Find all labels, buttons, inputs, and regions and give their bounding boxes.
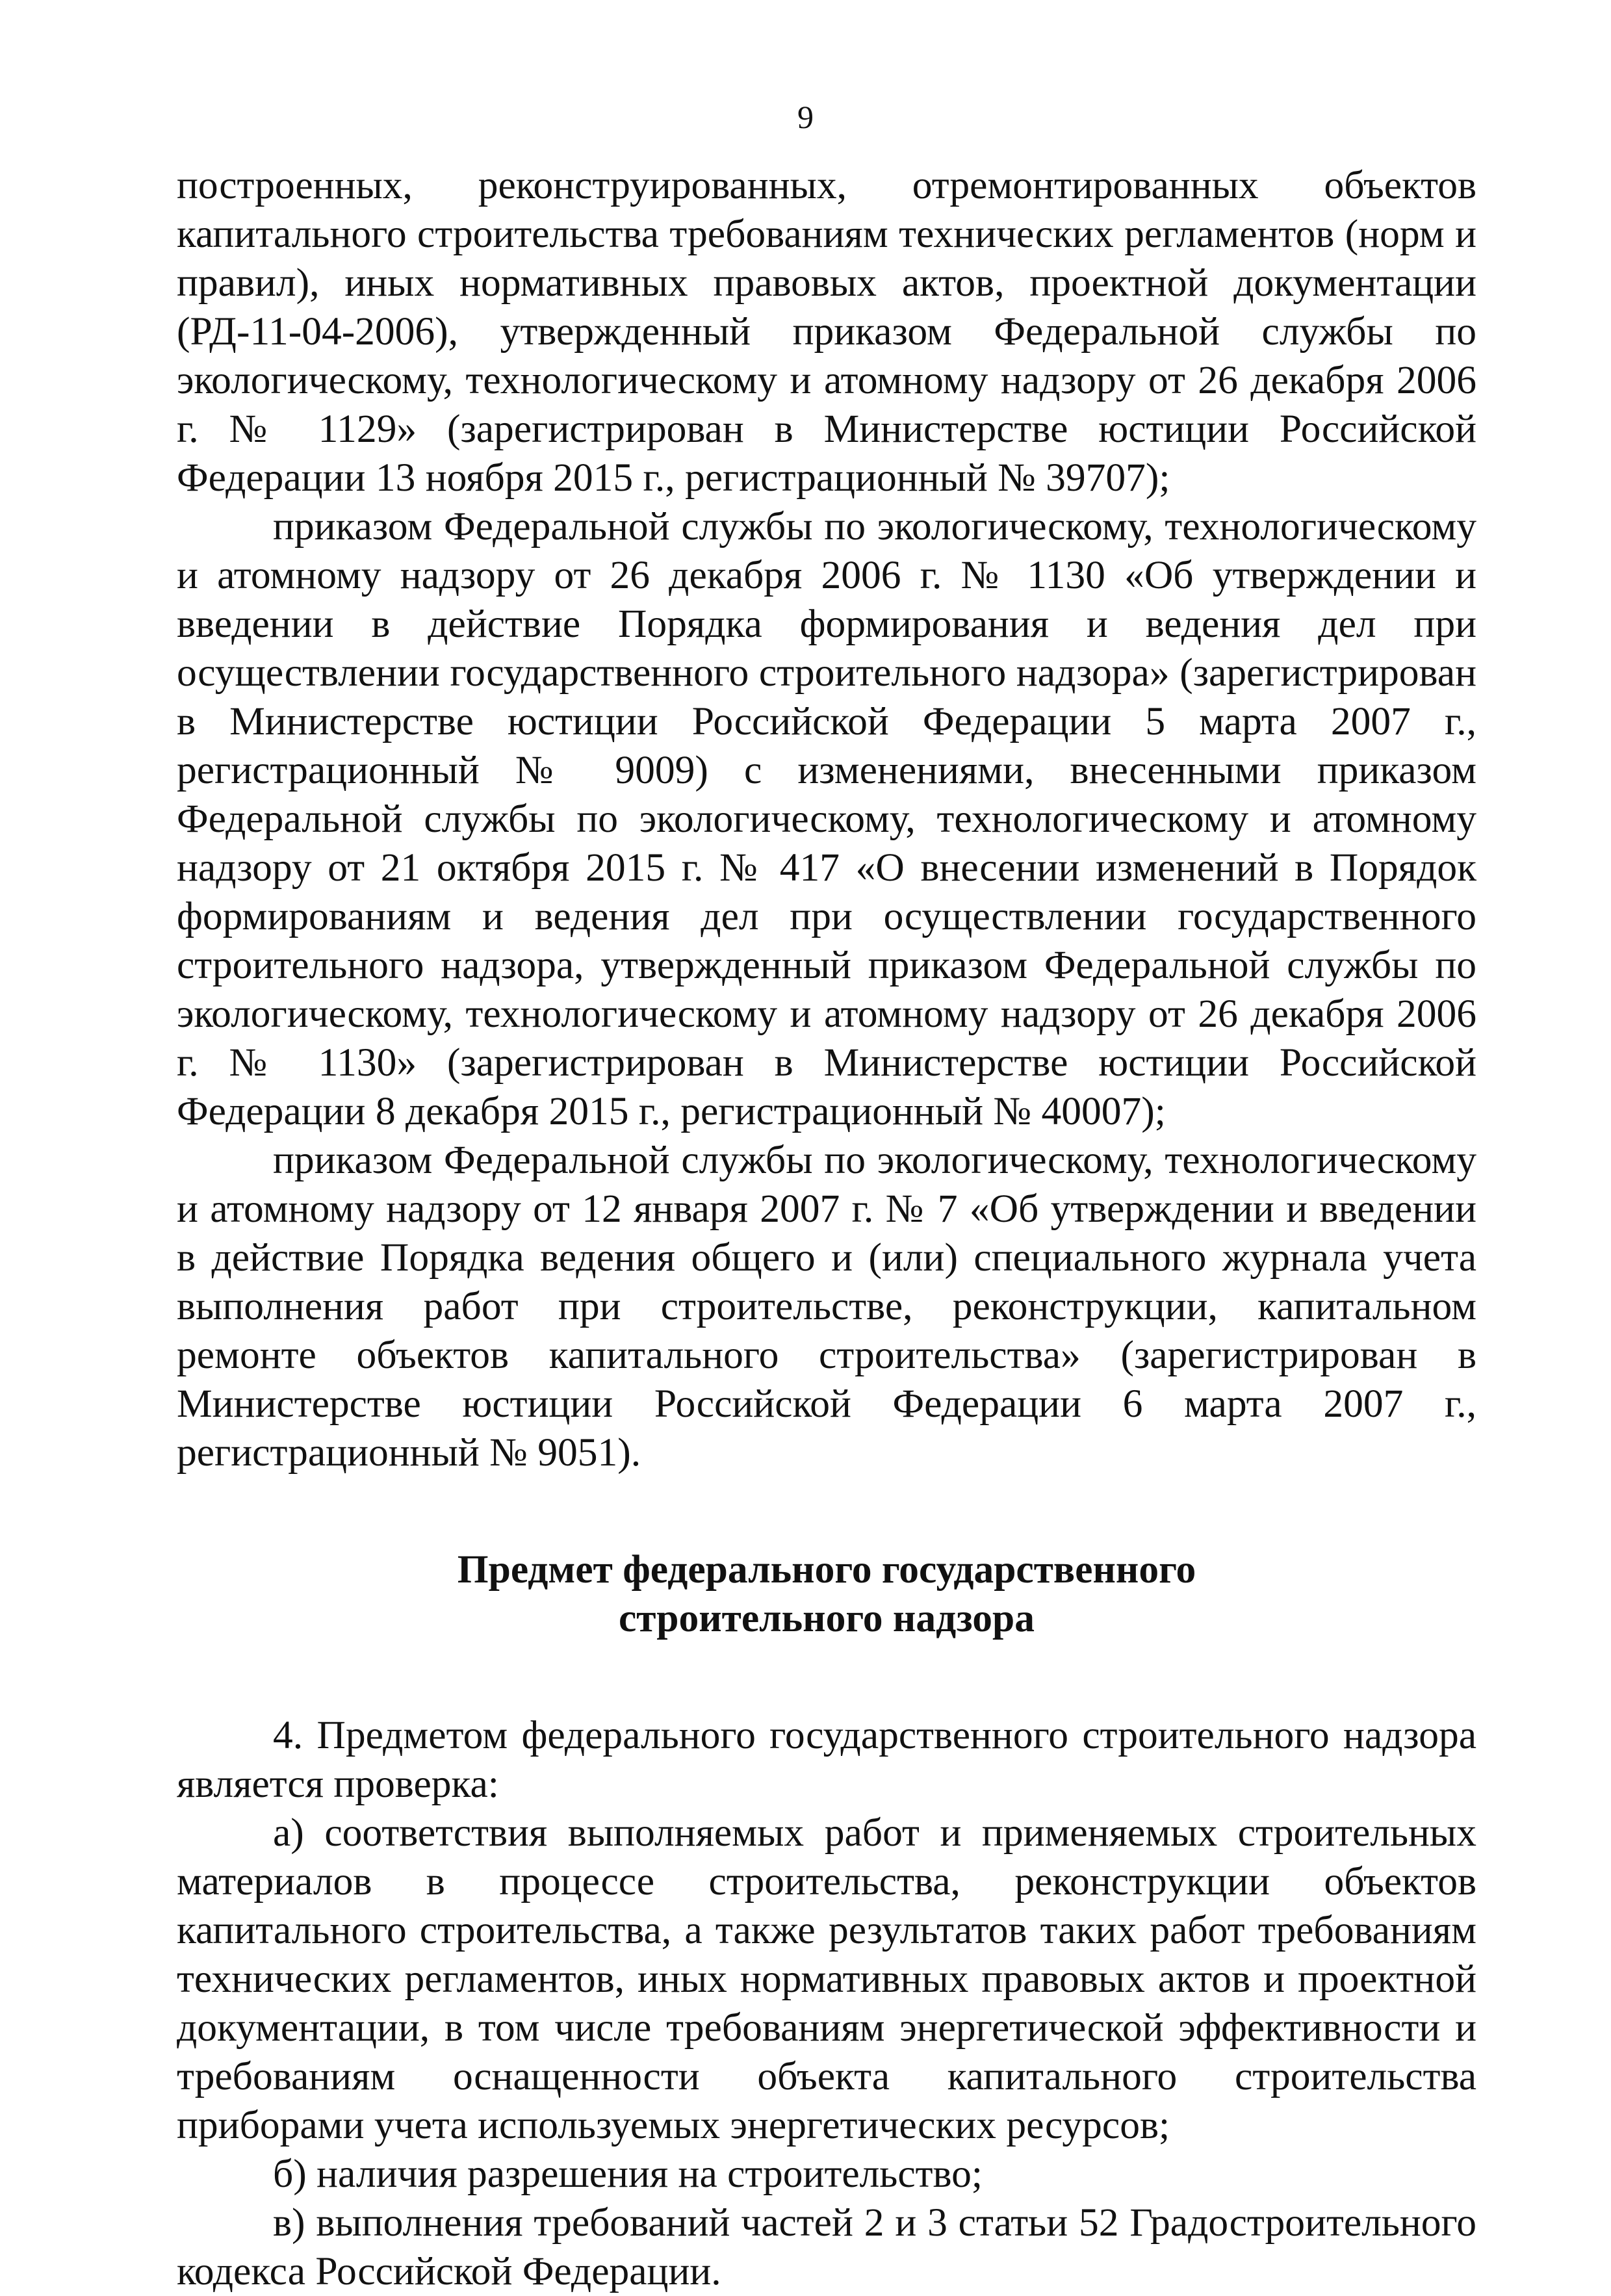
paragraph-subitem-b: б) наличия разрешения на строительство; <box>273 2152 983 2196</box>
paragraph-subitem-v: в) выполнения требований частей 2 и 3 статьи 52 Градостроительного кодекса Российской Федерации. <box>177 2200 1476 2293</box>
section-heading-line-1: Предмет федерального государственного <box>457 1547 1196 1592</box>
paragraph-continuation: построенных, реконструированных, отремонтированных объектов капитального строительства требованиям технических регламентов (норм и правил), иных нормативных правовых актов, проектной документации (РД-11-04-2006), утвержденный приказом Федеральной службы по экологическому, технологическому и атомному надзору от 26 декабря 2006 г. № 1129» (зарегистрирован в Министерстве юстиции Российской Федерации 13 ноября 2015 г., регистрационный № 39707); <box>177 163 1476 500</box>
paragraph-order-1130: приказом Федеральной службы по экологическому, технологическому и атомному надзору от 26 декабря 2006 г. № 1130 «Об утверждении и введении в действие Порядка формирования и ведения дел при осуществлении государственного строительного надзора» (зарегистрирован в Министерстве юстиции Российской Федерации 5 марта 2007 г., регистрационный № 9009) с изменениями, внесенными приказом Федеральной службы по экологическому, технологическому и атомному надзору от 21 октября 2015 г. № 417 «О внесении изменений в Порядок формированиям и ведения дел при осуществлении государственного строительного надзора, утвержденный приказом Федеральной службы по экологическому, технологическому и атомному надзору от 26 декабря 2006 г. № 1130» (зарегистрирован в Министерстве юстиции Российской Федерации 8 декабря 2015 г., регистрационный № 40007); <box>177 504 1476 1133</box>
section-heading-line-2: строительного надзора <box>619 1596 1035 1640</box>
page-number: 9 <box>797 99 814 135</box>
paragraph-subitem-a: а) соответствия выполняемых работ и применяемых строительных материалов в процессе строительства, реконструкции объектов капитального строительства, а также результатов таких работ требованиям технических регламентов, иных нормативных правовых актов и проектной документации, в том числе требованиям энергетической эффективности и требованиям оснащенности объекта капитального строительства приборами учета используемых энергетических ресурсов; <box>177 1811 1476 2147</box>
paragraph-item-4: 4. Предметом федерального государственного строительного надзора является проверка: <box>177 1713 1476 1806</box>
section-heading <box>177 1545 1476 1643</box>
paragraph-order-7: приказом Федеральной службы по экологическому, технологическому и атомному надзору от 12 января 2007 г. № 7 «Об утверждении и введении в действие Порядка ведения общего и (или) специального журнала учета выполнения работ при строительстве, реконструкции, капитальном ремонте объектов капитального строительства» (зарегистрирован в Министерстве юстиции Российской Федерации 6 марта 2007 г., регистрационный № 9051). <box>177 1138 1476 1475</box>
document-body <box>177 161 1476 2296</box>
